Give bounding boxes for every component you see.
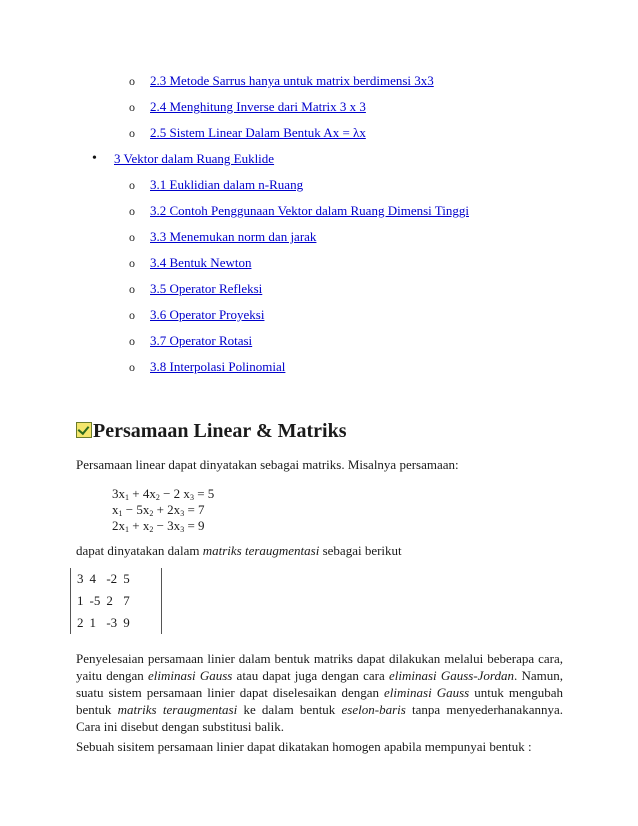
toc-link-2-4[interactable]: 2.4 Menghitung Inverse dari Matrix 3 x 3 xyxy=(150,99,366,114)
toc-link-3-3[interactable]: 3.3 Menemukan norm dan jarak xyxy=(150,229,317,244)
matrix-cell: 1 xyxy=(89,615,96,630)
matrix-cell: -5 xyxy=(89,593,101,608)
matrix-cell: 7 xyxy=(123,593,130,608)
main-bullet: • xyxy=(92,151,97,166)
toc-link-2-3[interactable]: 2.3 Metode Sarrus hanya untuk matrix berdimensi 3x3 xyxy=(150,73,434,88)
sub-bullet: o xyxy=(129,230,135,244)
solution-paragraph: Penyelesaian persamaan linier dalam bentuk matriks dapat dilakukan melalui beberapa cara, yaitu dengan eliminasi Gauss atau dapat juga dengan cara eliminasi Gauss-Jordan. Namun, suatu sistem persamaan linier dapat diselesaikan dengan eliminasi Gauss untuk mengubah bentuk matriks teraugmentasi ke dalam bentuk eselon-baris tanpa menyederhanakannya. Cara ini disebut dengan substitusi balik. xyxy=(76,651,563,734)
sub-bullet: o xyxy=(129,100,135,114)
toc-link-3-5[interactable]: 3.5 Operator Refleksi xyxy=(150,281,263,296)
toc-link-chapter-3[interactable]: 3 Vektor dalam Ruang Euklide xyxy=(114,151,275,166)
intro-paragraph: Persamaan linear dapat dinyatakan sebagai matriks. Misalnya persamaan: xyxy=(76,457,459,472)
augmented-matrix xyxy=(70,568,162,634)
sub-bullet: o xyxy=(129,256,135,270)
toc-link-3-1[interactable]: 3.1 Euklidian dalam n-Ruang xyxy=(150,177,304,192)
equation-1: $3x_1 + 4x_2 - 2$ $x_3 = 5$ xyxy=(112,486,215,502)
matrix-cell: 4 xyxy=(89,571,96,586)
matrix-cell: 9 xyxy=(123,615,130,630)
matrix-cell: 3 xyxy=(77,571,84,586)
matrix-row xyxy=(77,568,136,590)
toc-link-3-8[interactable]: 3.8 Interpolasi Polinomial xyxy=(150,359,286,374)
sub-bullet: o xyxy=(129,126,135,140)
equation-2: $x_1 - 5x_2 + 2x_3 = 7$ xyxy=(112,502,205,518)
section-heading xyxy=(76,418,347,444)
toc-link-3-7[interactable]: 3.7 Operator Rotasi xyxy=(150,333,253,348)
matrix-cell: 2 xyxy=(77,615,84,630)
sub-bullet: o xyxy=(129,204,135,218)
sub-bullet: o xyxy=(129,178,135,192)
matrix-cell: 1 xyxy=(77,593,84,608)
sub-bullet: o xyxy=(129,74,135,88)
checkbox-icon xyxy=(76,422,92,438)
augmented-intro: dapat dinyatakan dalam matriks teraugmentasi sebagai berikut xyxy=(76,543,402,558)
matrix-cell: -3 xyxy=(106,615,118,630)
sub-bullet: o xyxy=(129,334,135,348)
toc-link-2-5[interactable]: 2.5 Sistem Linear Dalam Bentuk Ax = λx xyxy=(150,125,366,140)
sub-bullet: o xyxy=(129,282,135,296)
sub-bullet: o xyxy=(129,360,135,374)
sub-bullet: o xyxy=(129,308,135,322)
toc-link-3-4[interactable]: 3.4 Bentuk Newton xyxy=(150,255,252,270)
matrix-cell: 5 xyxy=(123,571,130,586)
matrix-table xyxy=(77,568,136,634)
toc-link-3-2[interactable]: 3.2 Contoh Penggunaan Vektor dalam Ruang Dimensi Tinggi xyxy=(150,203,469,218)
matrix-cell: 2 xyxy=(106,593,113,608)
matrix-cell: -2 xyxy=(106,571,118,586)
equation-3: $2x_1 + x_2 - 3x_3 = 9$ xyxy=(112,518,205,534)
matrix-row xyxy=(77,612,136,634)
matrix-row xyxy=(77,590,136,612)
section-heading-text: Persamaan Linear & Matriks xyxy=(93,420,347,442)
homogeneous-paragraph: Sebuah sisitem persamaan linier dapat dikatakan homogen apabila mempunyai bentuk : xyxy=(76,739,532,754)
toc-link-3-6[interactable]: 3.6 Operator Proyeksi xyxy=(150,307,265,322)
